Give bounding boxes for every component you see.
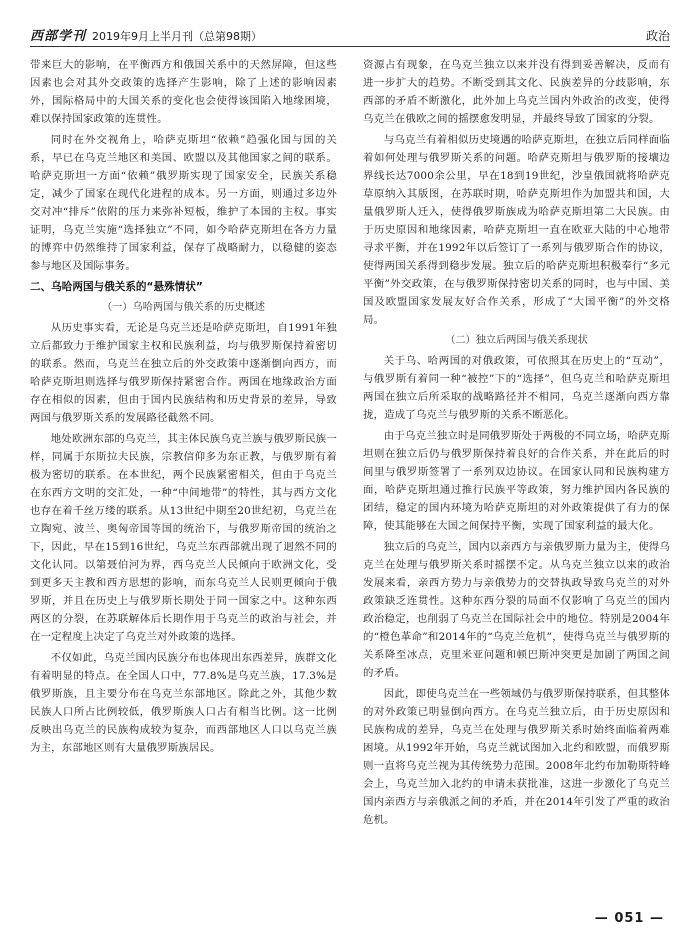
paragraph: 关于乌、哈两国的对俄政策，可依照其在历史上的“互动”，与俄罗斯有着同一种“被控”下的“选择”，但乌克兰和哈萨克斯坦两国在独立后所采取的战略路径并不相同，乌克兰逐渐向西方靠拢，造成了乌克兰与俄罗斯的关系不断恶化。 <box>363 355 670 421</box>
section-label: 政治 <box>645 29 670 43</box>
issue-info: 2019年9月上半月刊（总第98期） <box>92 30 263 43</box>
paragraph: 带来巨大的影响，在平衡西方和俄国关系中的天然屏障，但这些因素也会对其外交政策的选择产生影响，除了上述的影响因素外，国际格局中的大国关系的变化也会使得该国陷入地缘困境，难以保持国家政策的连贯性。 <box>30 59 337 125</box>
paragraph: 同时在外交视角上，哈萨克斯坦“依赖”趋强化国与国的关系，早已在乌克兰地区和美国、欧盟以及其他国家之间的联系。哈萨克斯坦一方面“依赖”俄罗斯实现了国家安全，民族关系稳定，减少了国家在现代化进程的成本。另一方面，则通过多边外交对冲“排斥”依附的压力来弥补短板，维护了本国的主权。事实证明，乌克兰实施“选择独立”不同，如今哈萨克斯坦在各方力量的博弈中仍然维持了国家利益，保存了战略耐力，以稳健的姿态参与地区及国际事务。 <box>30 134 337 272</box>
article-body <box>30 56 670 900</box>
section-heading: 二、乌哈两国与俄关系的“悬殊情状” <box>30 281 203 293</box>
paragraph: 由于乌克兰独立时是同俄罗斯处于两极的不同立场，哈萨克斯坦则在独立后仍与俄罗斯保持着良好的合作关系，并在此后的时间里与俄罗斯签署了一系列双边协议。在国家认同和民族构建方面，哈萨克斯坦通过推行民族平等政策，努力维护国内各民族的团结，稳定的国内环境为哈萨克斯坦的对外政策提供了有力的保障，使其能够在大国之间保持平衡，实现了国家利益的最大化。 <box>363 430 670 532</box>
subsection-heading: （二）独立后两国与俄关系现状 <box>445 335 588 346</box>
header-left <box>30 25 262 44</box>
paragraph: 不仅如此，乌克兰国内民族分布也体现出东西差异，族群文化有着明显的特点。在全国人口中，77.8%是乌克兰族，17.3%是俄罗斯族，且主要分布在乌克兰东部地区。除此之外，其他少数民族人口所占比例较低，俄罗斯族人口占有相当比例。这一比例反映出乌克兰的民族构成较为复杂，而西部地区人口以乌克兰族为主，东部地区则有大量俄罗斯族居民。 <box>30 652 337 754</box>
page-number: — 051 — <box>594 911 664 926</box>
right-column <box>363 56 670 900</box>
page-header <box>30 18 670 47</box>
left-column <box>30 56 337 900</box>
subsection-heading: （一）乌哈两国与俄关系的历史概述 <box>102 302 265 313</box>
paragraph: 地处欧洲东部的乌克兰，其主体民族乌克兰族与俄罗斯民族一样，同属于东斯拉夫民族，宗教信仰多为东正教，与俄罗斯有着极为密切的联系。在本世纪，两个民族紧密相关，但由于乌克兰在东西方文明的交汇处，一种“中间地带”的特性，其与西方文化也存在着千丝万缕的联系。从13世纪中期至20世纪初，乌克兰在立陶宛、波兰、奥匈帝国等国的统治下，与俄罗斯帝国的统治之下，因此，早在15到16世纪，乌克兰东西部就出现了迥然不同的文化认同。以第聂伯河为界，西乌克兰人民倾向于欧洲文化，受到更多天主教和西方思想的影响，而东乌克兰人民则更倾向于俄罗斯，并且在历史上与俄罗斯长期处于同一国家之中。这种东西两区的分裂，在苏联解体后长期作用于乌克兰的政治与社会，并在一定程度上决定了乌克兰对外政策的选择。 <box>30 433 337 643</box>
paragraph: 因此，即使乌克兰在一些领域仍与俄罗斯保持联系，但其整体的对外政策已明显倒向西方。在乌克兰独立后，由于历史原因和民族构成的差异，乌克兰在处理与俄罗斯关系时始终面临着两难困境。从1992年开始，乌克兰就试图加入北约和欧盟，而俄罗斯则一直将乌克兰视为其传统势力范围。2008年北约布加勒斯特峰会上，乌克兰加入北约的申请未获批准，这进一步激化了乌克兰国内亲西方与亲俄派之间的矛盾，并在2014年引发了严重的政治危机。 <box>363 688 670 826</box>
paragraph: 从历史事实看，无论是乌克兰还是哈萨克斯坦，自1991年独立后都致力于维护国家主权和民族利益，均与俄罗斯保持着密切的联系。然而，乌克兰在独立后的外交政策中逐渐倒向西方，而哈萨克斯坦则选择与俄罗斯保持紧密合作。两国在地缘政治方面存在相似的因素，但由于国内民族结构和历史背景的差异，导致两国与俄罗斯关系的发展路径截然不同。 <box>30 322 337 424</box>
paragraph: 与乌克兰有着相似历史境遇的哈萨克斯坦，在独立后同样面临着如何处理与俄罗斯关系的问题。哈萨克斯坦与俄罗斯的接壤边界线长达7000余公里，早在18到19世纪，沙皇俄国就将哈萨克草原纳入其版图，在苏联时期，哈萨克斯坦作为加盟共和国，大量俄罗斯人迁入，使得俄罗斯族成为哈萨克斯坦第二大民族。由于历史原因和地缘因素，哈萨克斯坦一直在欧亚大陆的中心地带寻求平衡，并在1992年以后签订了一系列与俄罗斯合作的协议，使得两国关系得到稳步发展。独立后的哈萨克斯坦积极奉行“多元平衡”外交政策，在与俄罗斯保持密切关系的同时，也与中国、美国及欧盟国家发展友好合作关系，形成了“大国平衡”的外交格局。 <box>363 134 670 326</box>
paragraph: 资源占有现象，在乌克兰独立以来并没有得到妥善解决，反而有进一步扩大的趋势。不断受到其文化、民族差异的分歧影响，东西部的矛盾不断激化，此外加上乌克兰国内外政治的改变，使得乌克兰在俄欧之间的摇摆愈发明显，并最终导致了国家的分裂。 <box>363 59 670 125</box>
journal-title: 西部学刊 <box>30 29 87 44</box>
paragraph: 独立后的乌克兰，国内以亲西方与亲俄罗斯力量为主，使得乌克兰在处理与俄罗斯关系时摇摆不定。从乌克兰独立以来的政治发展来看，亲西方势力与亲俄势力的交替执政导致乌克兰的对外政策缺乏连贯性。这种东西分裂的局面不仅影响了乌克兰的国内政治稳定，也削弱了乌克兰在国际社会中的地位。特别是2004年的“橙色革命”和2014年的“乌克兰危机”，使得乌克兰与俄罗斯的关系降至冰点，克里米亚问题和顿巴斯冲突更是加剧了两国之间的矛盾。 <box>363 541 670 679</box>
